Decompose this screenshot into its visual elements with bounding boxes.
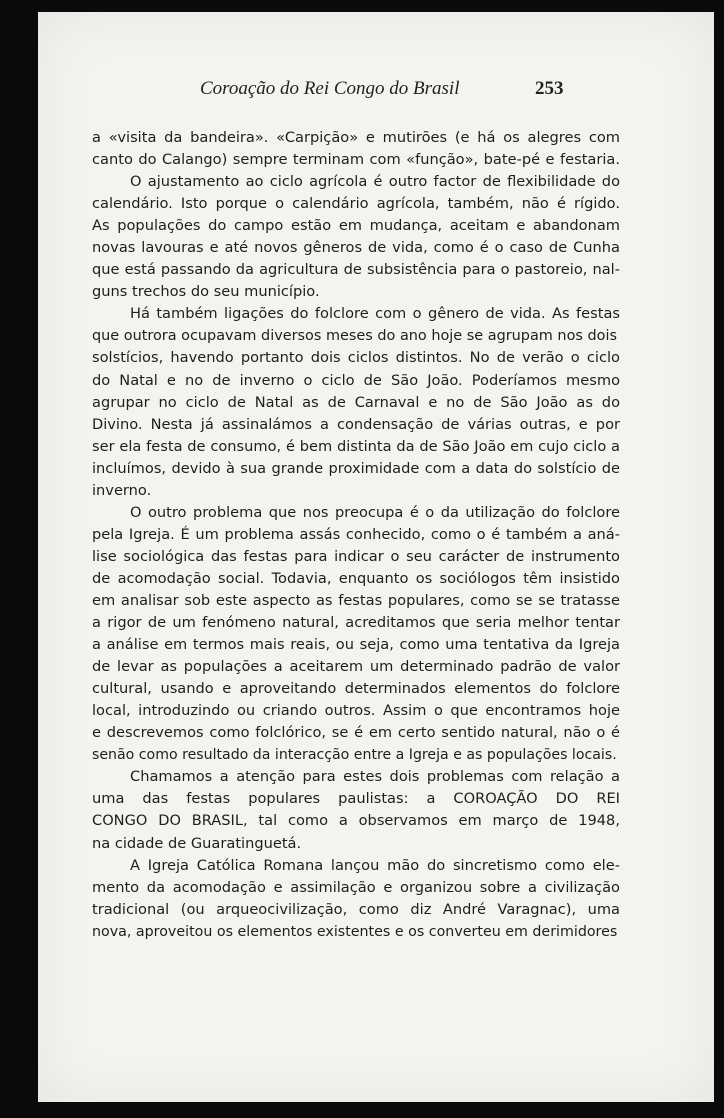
- text-line: novas lavouras e até novos gêneros de vida, como é o caso de Cunha: [92, 239, 620, 257]
- paragraph: [92, 303, 620, 501]
- text-line: mento da acomodação e assimilação e organizou sobre a civilização: [92, 878, 620, 896]
- text-line: solstícios, havendo portanto dois ciclos distintos. No de verão o ciclo: [92, 349, 620, 367]
- text-line: a «visita da bandeira». «Carpição» e mutirões (e há os alegres com: [92, 129, 620, 146]
- text-line: lise sociológica das festas para indicar o seu carácter de instrumento: [92, 547, 620, 565]
- text-line: cultural, usando e aproveitando determinados elementos do folclore: [92, 680, 620, 698]
- text-line: Divino. Nesta já assinalámos a condensação de várias outras, e por: [92, 415, 620, 433]
- text-line: nova, aproveitou os elementos existentes e os converteu em derimidores: [92, 923, 618, 940]
- body-text: [92, 127, 620, 943]
- text-line: a rigor de um fenómeno natural, acreditamos que seria melhor tentar: [92, 614, 620, 632]
- text-line: O ajustamento ao ciclo agrícola é outro factor de flexibilidade do: [130, 173, 620, 191]
- text-line: CONGO DO BRASIL, tal como a observamos em março de 1948,: [92, 812, 620, 830]
- book-page: [38, 12, 714, 1102]
- text-line: em analisar sob este aspecto as festas populares, como se se tratasse: [92, 591, 620, 609]
- text-line: incluímos, devido à sua grande proximidade com a data do solstício de: [92, 459, 620, 477]
- text-line: que outrora ocupavam diversos meses do ano hoje se agrupam nos dois: [92, 328, 617, 345]
- text-line: tradicional (ou arqueocivilização, como diz André Varagnac), uma: [92, 900, 620, 918]
- paragraph: [92, 855, 620, 943]
- text-line: local, introduzindo ou criando outros. Assim o que encontramos hoje: [92, 702, 620, 720]
- text-line: e descrevemos como folclórico, se é em certo sentido natural, não o é: [92, 724, 620, 742]
- text-line: de levar as populações a aceitarem um determinado padrão de valor: [92, 658, 620, 676]
- paragraph: [92, 766, 620, 854]
- paragraph: [92, 171, 620, 303]
- text-line: uma das festas populares paulistas: a COROAÇÃO DO REI: [92, 790, 620, 808]
- text-line: que está passando da agricultura de subsistência para o pastoreio, nal-: [92, 261, 620, 279]
- text-line: a análise em termos mais reais, ou seja, como uma tentativa da Igreja: [92, 636, 620, 654]
- text-line: calendário. Isto porque o calendário agrícola, também, não é rígido.: [92, 195, 620, 213]
- text-line: agrupar no ciclo de Natal as de Carnaval e no de São João as do: [92, 393, 620, 411]
- text-line: do Natal e no de inverno o ciclo de São João. Poderíamos mesmo: [92, 371, 620, 389]
- text-line: A Igreja Católica Romana lançou mão do sincretismo como ele-: [130, 856, 620, 874]
- text-line: Há também ligações do folclore com o gênero de vida. As festas: [130, 305, 620, 323]
- text-line: canto do Calango) sempre terminam com «função», bate-pé e festaria.: [92, 151, 620, 169]
- text-line: As populações do campo estão em mudança, aceitam e abandonam: [92, 217, 620, 235]
- text-line: guns trechos do seu município.: [92, 283, 320, 301]
- paragraph: [92, 502, 620, 767]
- text-line: inverno.: [92, 481, 152, 499]
- text-line: Chamamos a atenção para estes dois problemas com relação a: [130, 768, 620, 786]
- page-number: 253: [535, 78, 564, 99]
- text-line: ser ela festa de consumo, é bem distinta da de São João em cujo ciclo a: [92, 437, 620, 455]
- text-line: senão como resultado da interacção entre a Igreja e as populações locais.: [92, 747, 617, 764]
- page-header: [38, 72, 714, 102]
- paragraph: [92, 127, 620, 171]
- text-line: na cidade de Guaratinguetá.: [92, 834, 302, 852]
- text-line: O outro problema que nos preocupa é o da utilização do folclore: [130, 503, 620, 521]
- text-line: de acomodação social. Todavia, enquanto os sociólogos têm insistido: [92, 569, 620, 587]
- running-title: Coroação do Rei Congo do Brasil: [200, 78, 460, 99]
- text-line: pela Igreja. É um problema assás conhecido, como o é também a aná-: [92, 525, 620, 543]
